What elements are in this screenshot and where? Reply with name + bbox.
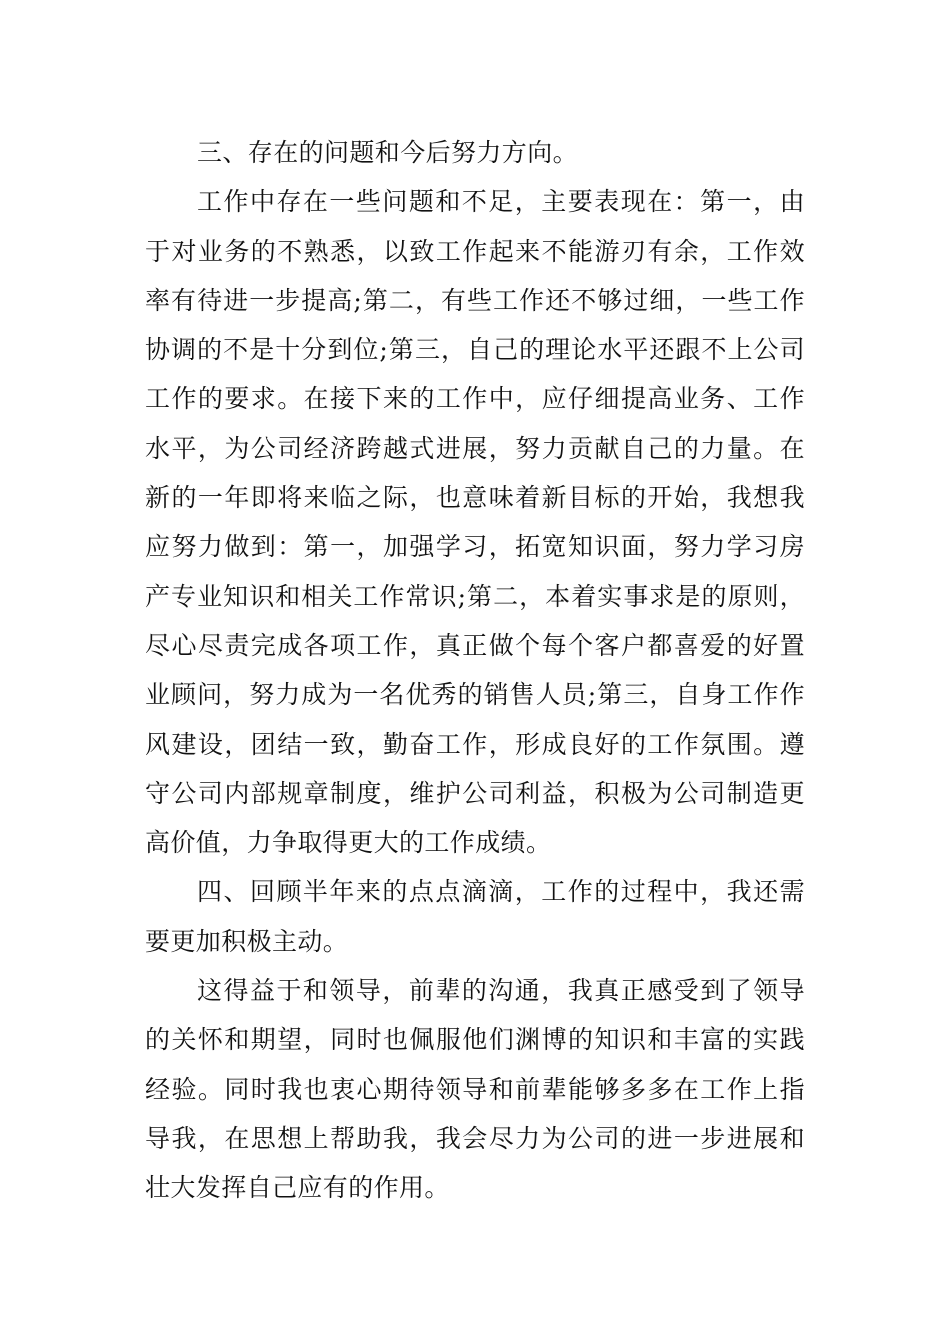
problems-paragraph: 工作中存在一些问题和不足，主要表现在：第一，由于对业务的不熟悉，以致工作起来不能游刃有余，工作效率有待进一步提高;第二，有些工作还不够过细，一些工作协调的不是十分到位;第三，自己的理论水平还跟不上公司工作的要求。在接下来的工作中，应仔细提高业务、工作水平，为公司经济跨越式进展，努力贡献自己的力量。在新的一年即将来临之际，也意味着新目标的开始，我想我应努力做到：第一，加强学习，拓宽知识面，努力学习房产专业知识和相关工作常识;第二，本着实事求是的原则，尽心尽责完成各项工作，真正做个每个客户都喜爱的好置业顾问，努力成为一名优秀的销售人员;第三，自身工作作风建设，团结一致，勤奋工作，形成良好的工作氛围。遵守公司内部规章制度，维护公司利益，积极为公司制造更高价值，力争取得更大的工作成绩。 — [145, 187, 805, 858]
section-four-heading: 四、回顾半年来的点点滴滴，工作的过程中，我还需要更加积极主动。 — [145, 877, 805, 956]
document-page — [145, 128, 805, 1213]
section-three-heading: 三、存在的问题和今后努力方向。 — [197, 138, 579, 167]
gratitude-paragraph: 这得益于和领导，前辈的沟通，我真正感受到了领导的关怀和期望，同时也佩服他们渊博的知识和丰富的实践经验。同时我也衷心期待领导和前辈能够多多在工作上指导我，在思想上帮助我，我会尽力为公司的进一步进展和壮大发挥自己应有的作用。 — [145, 976, 805, 1203]
